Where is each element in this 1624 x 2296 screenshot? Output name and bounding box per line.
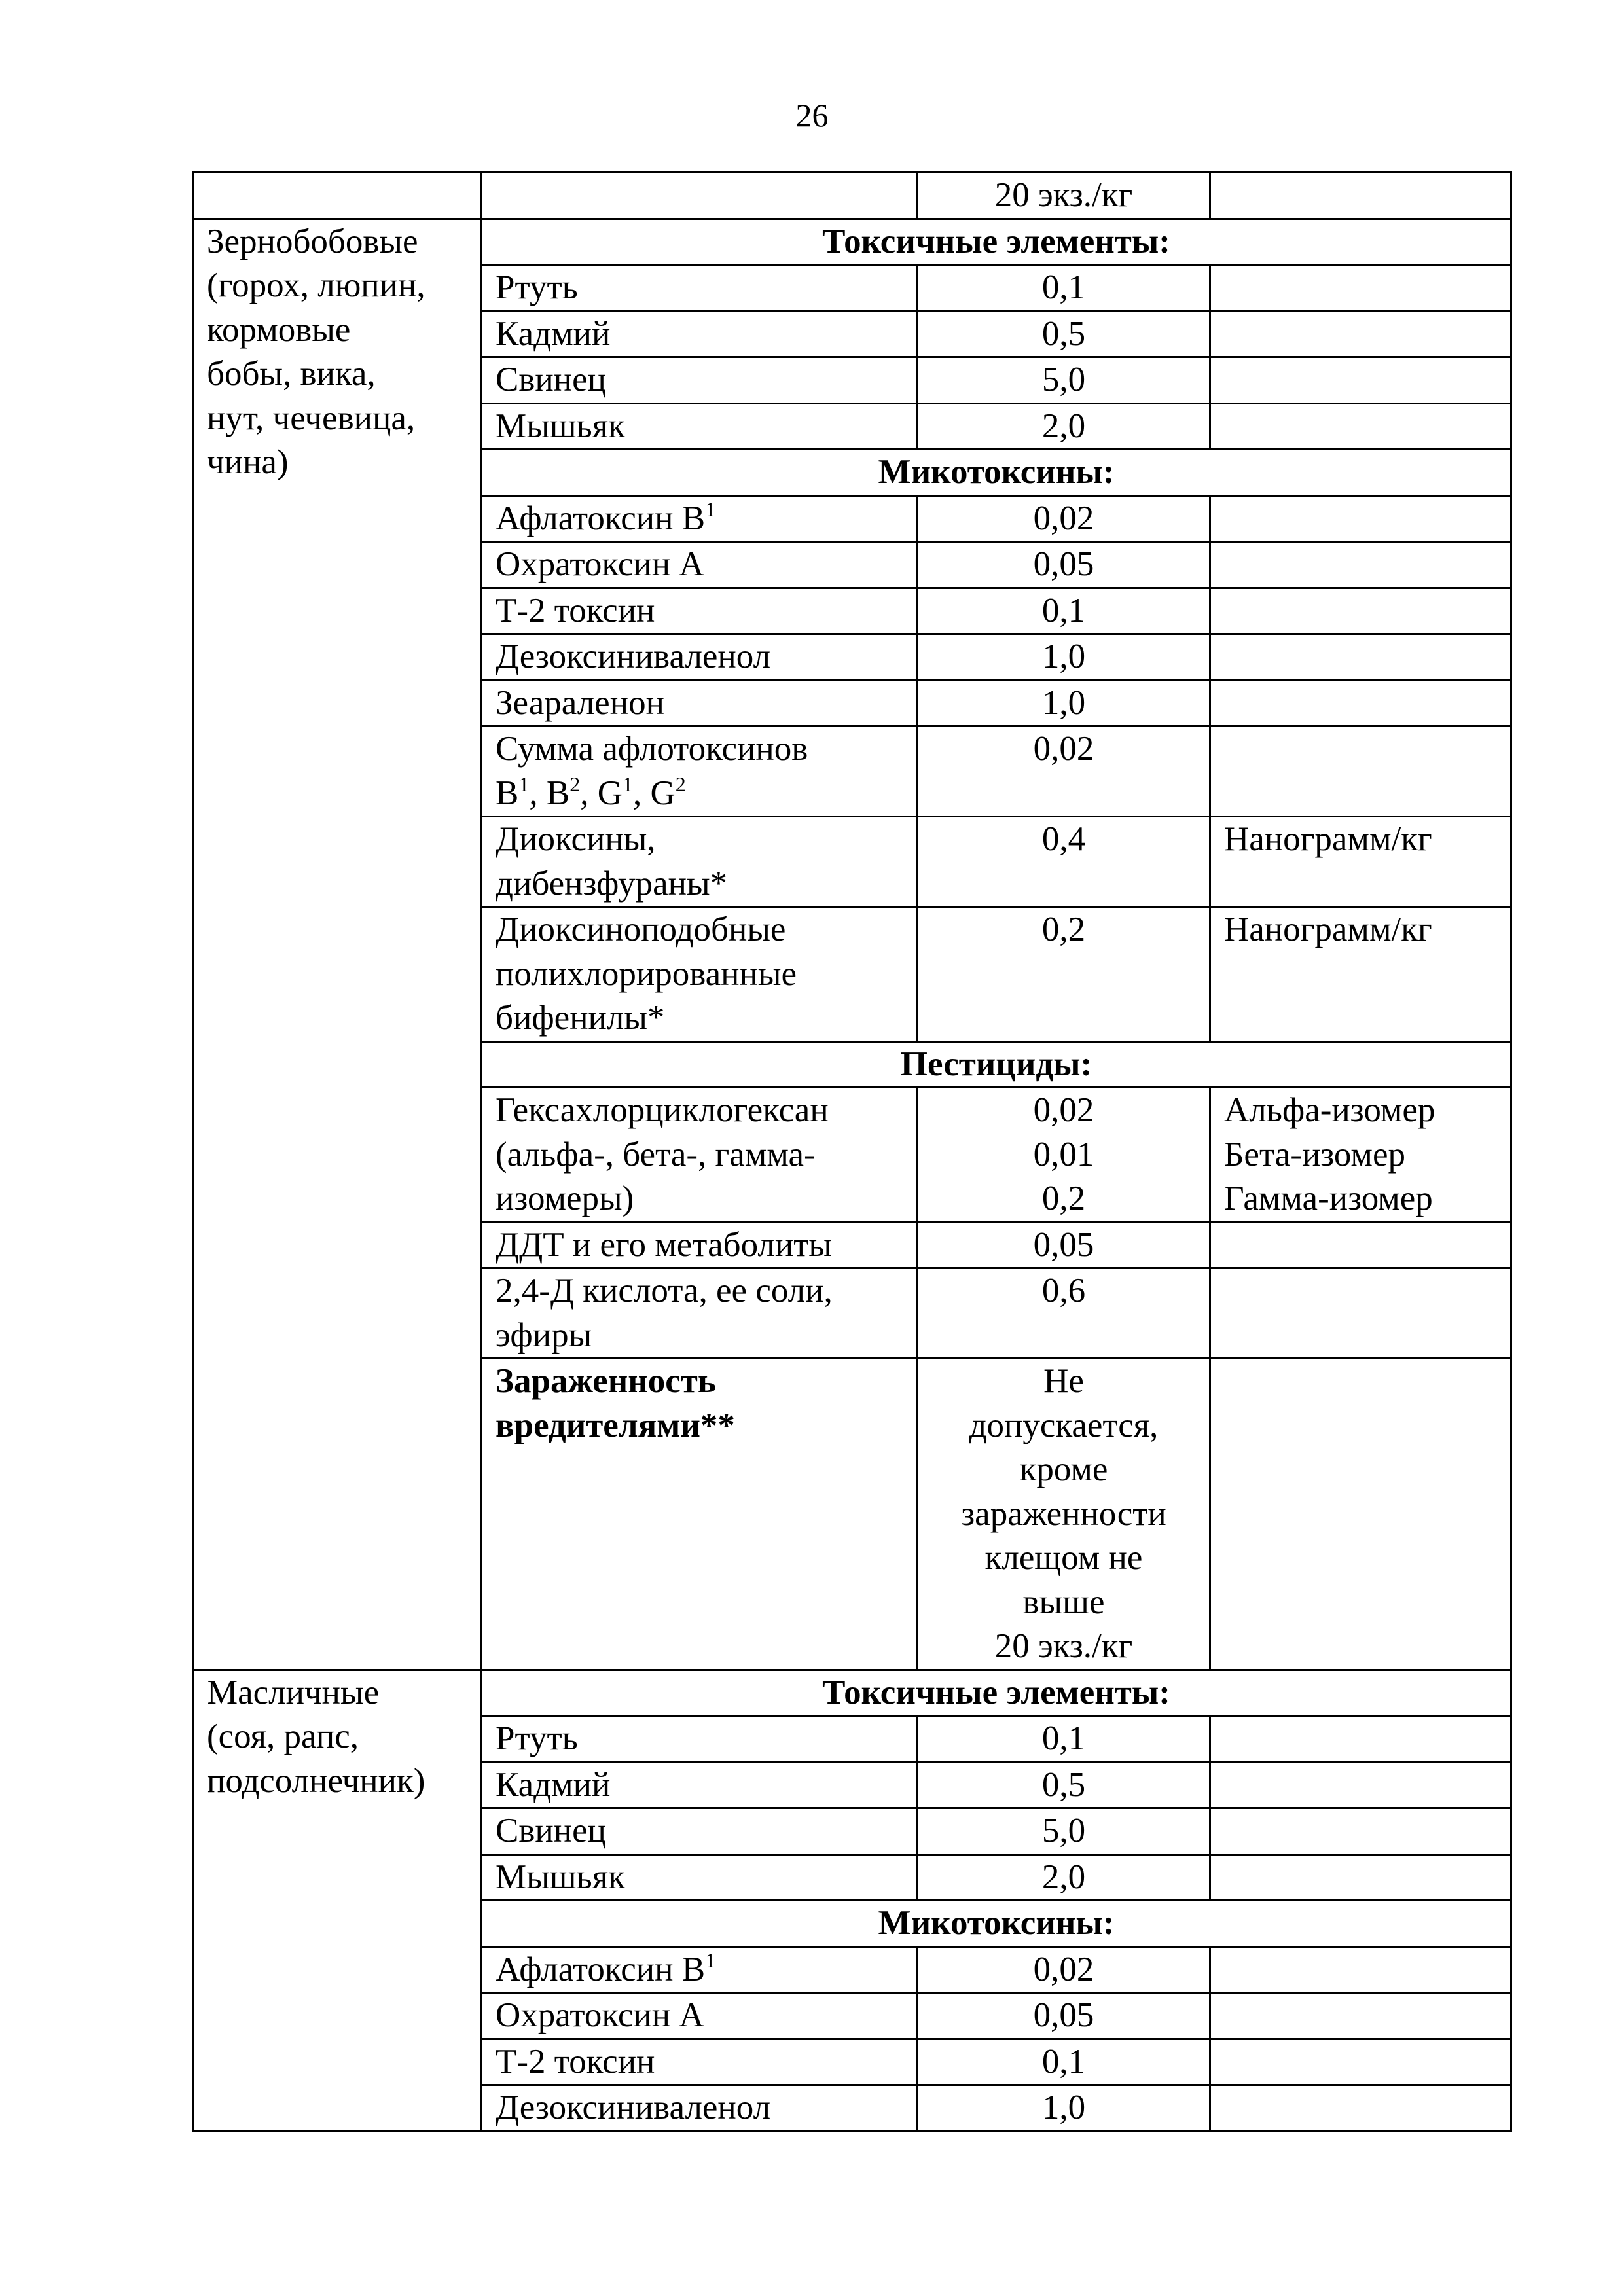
indicator-line (496, 1088, 903, 1133)
value-cell (918, 1716, 1210, 1763)
indicator-cell (482, 403, 918, 450)
value-cell (918, 542, 1210, 588)
indicator-line (496, 1717, 903, 1761)
value-cell (918, 1808, 1210, 1855)
value-cell (918, 634, 1210, 681)
indicator-text: Афлатоксин B (496, 1950, 706, 1988)
indicator-line (496, 404, 903, 449)
value-line: 0,02 (1033, 1091, 1094, 1129)
indicator-line (496, 1177, 903, 1221)
value-cell (918, 1268, 1210, 1359)
indicator-line (496, 727, 903, 772)
value-line: кроме (1019, 1450, 1108, 1488)
value-line: 20 экз./кг (994, 176, 1133, 214)
indicator-cell (482, 1808, 918, 1855)
indicator-line (496, 2086, 903, 2130)
indicator-line (496, 635, 903, 679)
note-cell (1210, 680, 1511, 726)
indicator-text: Гексахлорциклогексан (496, 1091, 829, 1129)
indicator-text: Ртуть (496, 1719, 578, 1757)
indicator-line (496, 1314, 903, 1358)
crop-name-line: (соя, рапс, (207, 1717, 359, 1755)
note-cell (1210, 1854, 1511, 1901)
indicator-text: изомеры) (496, 1179, 634, 1217)
superscript-index: 1 (623, 772, 633, 796)
norms-table (192, 171, 1512, 2132)
superscript-index: 1 (705, 497, 716, 521)
indicator-text: вредителями** (496, 1406, 735, 1444)
indicator-cell (482, 1268, 918, 1359)
value-cell (918, 1854, 1210, 1901)
indicator-cell (482, 1088, 918, 1223)
indicator-text: Зеараленон (496, 683, 664, 722)
indicator-cell (482, 2085, 918, 2132)
section-header-row (193, 1670, 1511, 1716)
section-header-row (193, 219, 1511, 265)
indicator-text: ДДТ и его метаболиты (496, 1225, 832, 1264)
indicator-line (496, 952, 903, 997)
value-line: 0,2 (1041, 1179, 1086, 1217)
value-cell (918, 726, 1210, 817)
indicator-cell (482, 173, 918, 219)
value-line: 0,05 (1033, 545, 1094, 583)
value-line: 0,02 (1033, 730, 1094, 768)
indicator-line (496, 1133, 903, 1177)
indicator-text: , G (580, 774, 623, 812)
value-cell (918, 817, 1210, 907)
indicator-text: Свинец (496, 1812, 606, 1850)
value-line: 20 экз./кг (994, 1627, 1133, 1665)
value-cell (918, 1088, 1210, 1223)
value-cell (918, 2039, 1210, 2085)
indicator-text: , G (633, 774, 676, 812)
indicator-line (496, 1809, 903, 1854)
note-cell (1210, 495, 1511, 542)
note-cell (1210, 1268, 1511, 1359)
page-number: 26 (795, 97, 829, 134)
value-line: Не (1043, 1362, 1084, 1400)
note-cell (1210, 817, 1511, 907)
indicator-line (496, 996, 903, 1041)
indicator-text: полихлорированные (496, 954, 797, 993)
indicator-text: Зараженность (496, 1362, 716, 1400)
note-cell (1210, 588, 1511, 634)
superscript-index: 2 (569, 772, 581, 796)
note-cell (1210, 1359, 1511, 1670)
value-line: 0,1 (1041, 1719, 1086, 1757)
indicator-cell (482, 1359, 918, 1670)
value-line: 0,5 (1041, 314, 1086, 353)
indicator-line (496, 1856, 903, 1900)
indicator-text: 2,4-Д кислота, ее соли, (496, 1272, 833, 1310)
crop-cell (193, 173, 482, 219)
section-title: Микотоксины: (482, 1901, 1511, 1947)
crop-name-line: подсолнечник) (207, 1761, 425, 1800)
note-cell (1210, 1993, 1511, 2039)
indicator-cell (482, 1854, 918, 1901)
indicator-text: дибензфураны* (496, 864, 728, 903)
value-line: 2,0 (1041, 406, 1086, 445)
value-line: 0,02 (1033, 1950, 1094, 1988)
indicator-text: Мышьяк (496, 406, 625, 445)
note-cell (1210, 173, 1511, 219)
note-cell (1210, 1762, 1511, 1808)
indicator-cell (482, 588, 918, 634)
value-cell (918, 1993, 1210, 2039)
section-title: Токсичные элементы: (482, 219, 1511, 265)
indicator-cell (482, 311, 918, 357)
indicator-cell (482, 1222, 918, 1268)
indicator-line (496, 589, 903, 634)
value-cell (918, 1359, 1210, 1670)
value-line: 0,05 (1033, 1996, 1094, 2034)
value-cell (918, 1762, 1210, 1808)
indicator-cell (482, 542, 918, 588)
note-cell (1210, 726, 1511, 817)
indicator-cell (482, 680, 918, 726)
note-cell (1210, 1946, 1511, 1993)
value-cell (918, 403, 1210, 450)
value-line: выше (1022, 1583, 1105, 1621)
value-cell (918, 2085, 1210, 2132)
value-line: 0,5 (1041, 1765, 1086, 1804)
indicator-line (496, 358, 903, 403)
indicator-line (496, 1948, 903, 1992)
note-cell (1210, 403, 1511, 450)
indicator-line (496, 1223, 903, 1268)
indicator-line (496, 1359, 903, 1404)
indicator-text: Свинец (496, 361, 606, 399)
indicator-cell (482, 357, 918, 404)
indicator-cell (482, 495, 918, 542)
value-line: 0,1 (1041, 268, 1086, 306)
value-line: 5,0 (1041, 1812, 1086, 1850)
indicator-cell (482, 907, 918, 1042)
crop-cell (193, 1670, 482, 2131)
note-cell (1210, 2085, 1511, 2132)
indicator-line (496, 266, 903, 310)
crop-name-line: Зернобобовые (207, 222, 418, 260)
value-line: 0,6 (1041, 1272, 1086, 1310)
value-cell (918, 357, 1210, 404)
indicator-text: Диоксиноподобные (496, 910, 786, 948)
indicator-line (496, 908, 903, 952)
value-cell (918, 1946, 1210, 1993)
note-cell (1210, 265, 1511, 312)
indicator-text: (альфа-, бета-, гамма- (496, 1135, 816, 1174)
indicator-text: Дезоксиниваленол (496, 2089, 771, 2126)
value-cell (918, 495, 1210, 542)
crop-name-line: кормовые (207, 310, 351, 349)
indicator-line (496, 862, 903, 906)
value-line: допускается, (969, 1406, 1159, 1444)
indicator-line (496, 772, 903, 816)
value-line: 5,0 (1041, 361, 1086, 399)
indicator-line (496, 1404, 903, 1448)
note-cell (1210, 1222, 1511, 1268)
indicator-line (496, 2040, 903, 2085)
note-line: Нанограмм/кг (1224, 820, 1432, 858)
indicator-text: Охратоксин А (496, 1996, 704, 2034)
indicator-cell (482, 1716, 918, 1763)
indicator-line (496, 1994, 903, 2038)
note-cell (1210, 1716, 1511, 1763)
indicator-cell (482, 817, 918, 907)
value-cell (918, 907, 1210, 1042)
note-cell (1210, 311, 1511, 357)
value-cell (918, 680, 1210, 726)
section-title: Токсичные элементы: (482, 1670, 1511, 1716)
indicator-line (496, 681, 903, 726)
note-line: Альфа-изомер (1224, 1091, 1435, 1129)
value-line: 0,02 (1033, 499, 1094, 537)
note-line: Нанограмм/кг (1224, 910, 1432, 948)
indicator-text: Мышьяк (496, 1857, 625, 1896)
crop-name-line: чина) (207, 443, 289, 481)
value-line: 0,05 (1033, 1225, 1094, 1264)
indicator-cell (482, 1762, 918, 1808)
indicator-text: бифенилы* (496, 999, 665, 1037)
crop-name-line: (горох, люпин, (207, 266, 425, 304)
note-cell (1210, 634, 1511, 681)
indicator-line (496, 312, 903, 357)
indicator-text: эфиры (496, 1316, 592, 1354)
value-line: зараженности (961, 1494, 1166, 1533)
indicator-text: Афлатоксин B (496, 499, 706, 537)
indicator-cell (482, 634, 918, 681)
superscript-index: 2 (675, 772, 686, 796)
value-line: 0,01 (1033, 1135, 1094, 1174)
indicator-text: Т-2 токсин (496, 591, 655, 630)
indicator-text: Сумма афлотоксинов (496, 730, 808, 768)
note-cell (1210, 1088, 1511, 1223)
superscript-index: 1 (518, 772, 530, 796)
indicator-cell (482, 1946, 918, 1993)
indicator-text: Охратоксин А (496, 545, 704, 583)
indicator-text: Кадмий (496, 1765, 611, 1804)
value-line: 0,2 (1041, 910, 1086, 948)
value-cell (918, 173, 1210, 219)
indicator-text: Дезоксиниваленол (496, 637, 771, 675)
indicator-line (496, 543, 903, 587)
indicator-text: Кадмий (496, 314, 611, 353)
value-line: 1,0 (1041, 637, 1086, 675)
indicator-text: Т-2 токсин (496, 2042, 655, 2081)
section-title: Пестициды: (482, 1041, 1511, 1088)
note-cell (1210, 2039, 1511, 2085)
value-line: 0,1 (1041, 591, 1086, 630)
indicator-cell (482, 1993, 918, 2039)
note-cell (1210, 1808, 1511, 1855)
value-line: 2,0 (1041, 1857, 1086, 1896)
value-cell (918, 311, 1210, 357)
indicator-line (496, 1763, 903, 1808)
indicator-text: , B (529, 774, 570, 812)
crop-name-line: бобы, вика, (207, 355, 376, 393)
value-line: 1,0 (1041, 2089, 1086, 2126)
indicator-cell (482, 265, 918, 312)
superscript-index: 1 (705, 1948, 716, 1972)
crop-name-line: Масличные (207, 1673, 380, 1712)
note-line: Гамма-изомер (1224, 1179, 1433, 1217)
value-cell (918, 1222, 1210, 1268)
crop-cell (193, 219, 482, 1670)
value-line: 0,1 (1041, 2042, 1086, 2081)
norms-table-body (193, 173, 1511, 2132)
value-line: клещом не (984, 1539, 1143, 1577)
value-cell (918, 265, 1210, 312)
indicator-text: Ртуть (496, 268, 578, 306)
note-cell (1210, 357, 1511, 404)
continuation-row (193, 173, 1511, 219)
section-title: Микотоксины: (482, 450, 1511, 496)
note-cell (1210, 542, 1511, 588)
indicator-cell (482, 726, 918, 817)
crop-name-line: нут, чечевица, (207, 399, 416, 437)
indicator-line (496, 1269, 903, 1314)
indicator-text: B (496, 774, 519, 812)
note-cell (1210, 907, 1511, 1042)
value-line: 0,4 (1041, 820, 1086, 858)
indicator-cell (482, 2039, 918, 2085)
note-line: Бета-изомер (1224, 1135, 1405, 1174)
value-cell (918, 588, 1210, 634)
indicator-line (496, 817, 903, 862)
indicator-text: Диоксины, (496, 820, 656, 858)
indicator-line (496, 497, 903, 541)
value-line: 1,0 (1041, 683, 1086, 722)
